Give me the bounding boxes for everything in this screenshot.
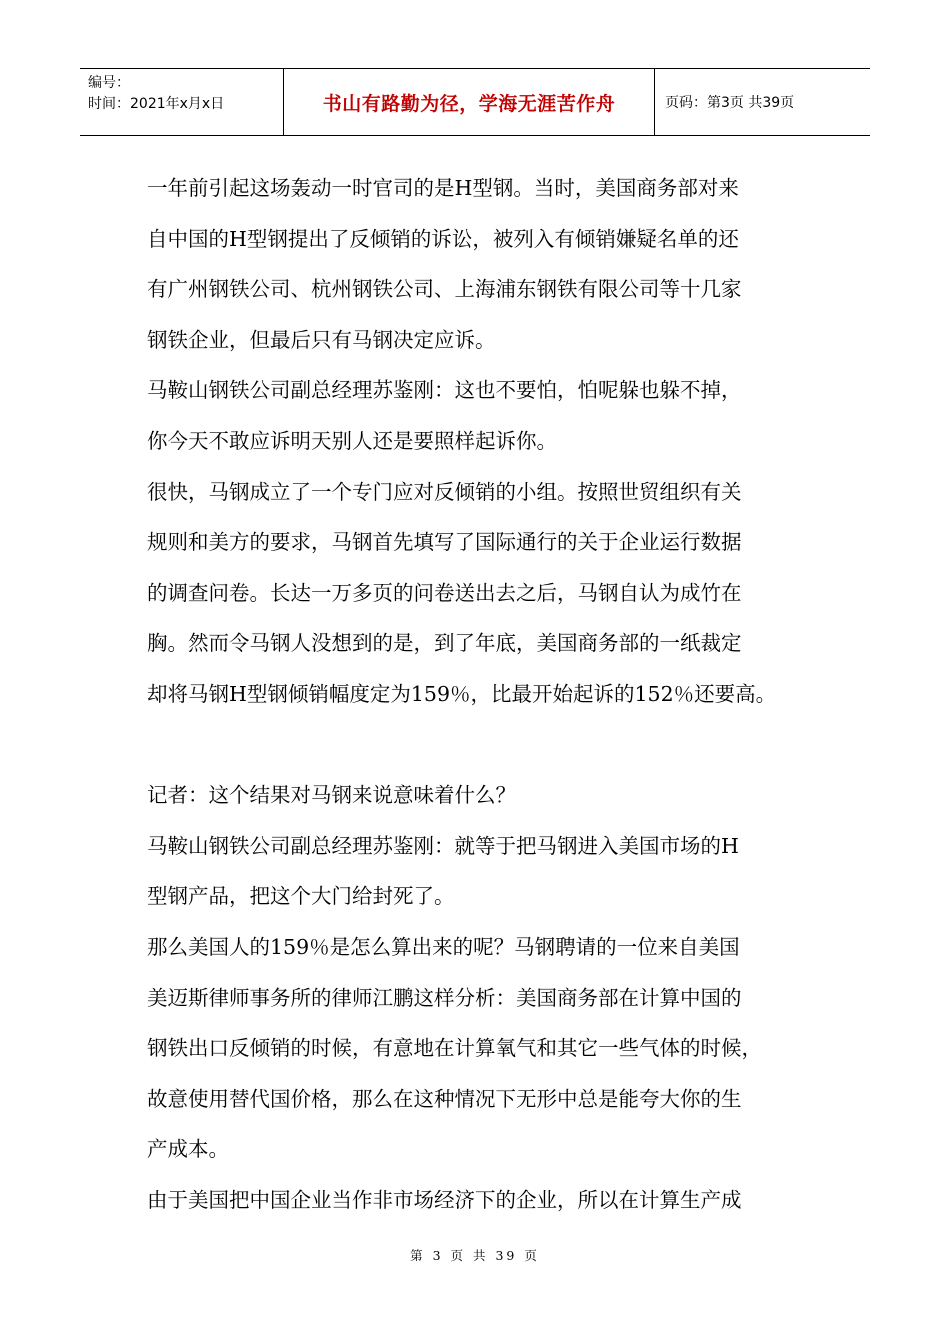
body-line: 有广州钢铁公司、杭州钢铁公司、上海浦东钢铁有限公司等十几家 [147,277,742,302]
blank-line [147,720,827,771]
body-line: 那么美国人的159％是怎么算出来的呢？马钢聘请的一位来自美国 [147,934,740,959]
serial-label: 编号： [88,75,130,91]
body-line: 由于美国把中国企业当作非市场经济下的企业，所以在计算生产成 [147,1187,742,1212]
body-line: 却将马钢H型钢倾销幅度定为159％，比最开始起诉的152％还要高。 [147,681,777,706]
header-page-info: 页码：第3页 共39页 [665,95,795,111]
page-footer [0,1246,950,1264]
footer-page-number: 第 3 页 共 39 页 [410,1248,540,1263]
body-line: 钢铁企业，但最后只有马钢决定应诉。 [147,327,496,352]
body-line: 故意使用替代国价格，那么在这种情况下无形中总是能夸大你的生 [147,1086,742,1111]
body-line: 的调查问卷。长达一万多页的问卷送出去之后，马钢自认为成竹在 [147,580,742,605]
page-header [80,68,870,136]
body-line: 胸。然而令马钢人没想到的是，到了年底，美国商务部的一纸裁定 [147,631,742,656]
body-line: 记者：这个结果对马钢来说意味着什么？ [147,783,516,808]
header-meta [80,69,283,135]
body-line: 钢铁出口反倾销的时候，有意地在计算氧气和其它一些气体的时候， [147,1036,762,1061]
body-line: 你今天不敢应诉明天别人还是要照样起诉你。 [147,428,557,453]
body-line: 型钢产品，把这个大门给封死了。 [147,884,455,909]
body-line: 自中国的H型钢提出了反倾销的诉讼，被列入有倾销嫌疑名单的还 [147,226,739,251]
header-motto-cell [283,69,655,135]
body-line: 美迈斯律师事务所的律师江鹏这样分析：美国商务部在计算中国的 [147,985,742,1010]
header-motto: 书山有路勤为径，学海无涯苦作舟 [322,92,616,115]
header-page-info-cell [655,69,870,135]
document-body [147,163,827,1225]
body-line: 规则和美方的要求，马钢首先填写了国际通行的关于企业运行数据 [147,530,742,555]
body-line: 马鞍山钢铁公司副总经理苏鉴刚：这也不要怕，怕呢躲也躲不掉， [147,378,742,403]
time-label: 时间：2021年x月x日 [88,96,225,112]
body-line: 一年前引起这场轰动一时官司的是H型钢。当时，美国商务部对来 [147,176,739,200]
body-line: 产成本。 [147,1137,229,1162]
body-line: 很快，马钢成立了一个专门应对反倾销的小组。按照世贸组织有关 [147,479,742,504]
body-line: 马鞍山钢铁公司副总经理苏鉴刚：就等于把马钢进入美国市场的H [147,833,739,858]
